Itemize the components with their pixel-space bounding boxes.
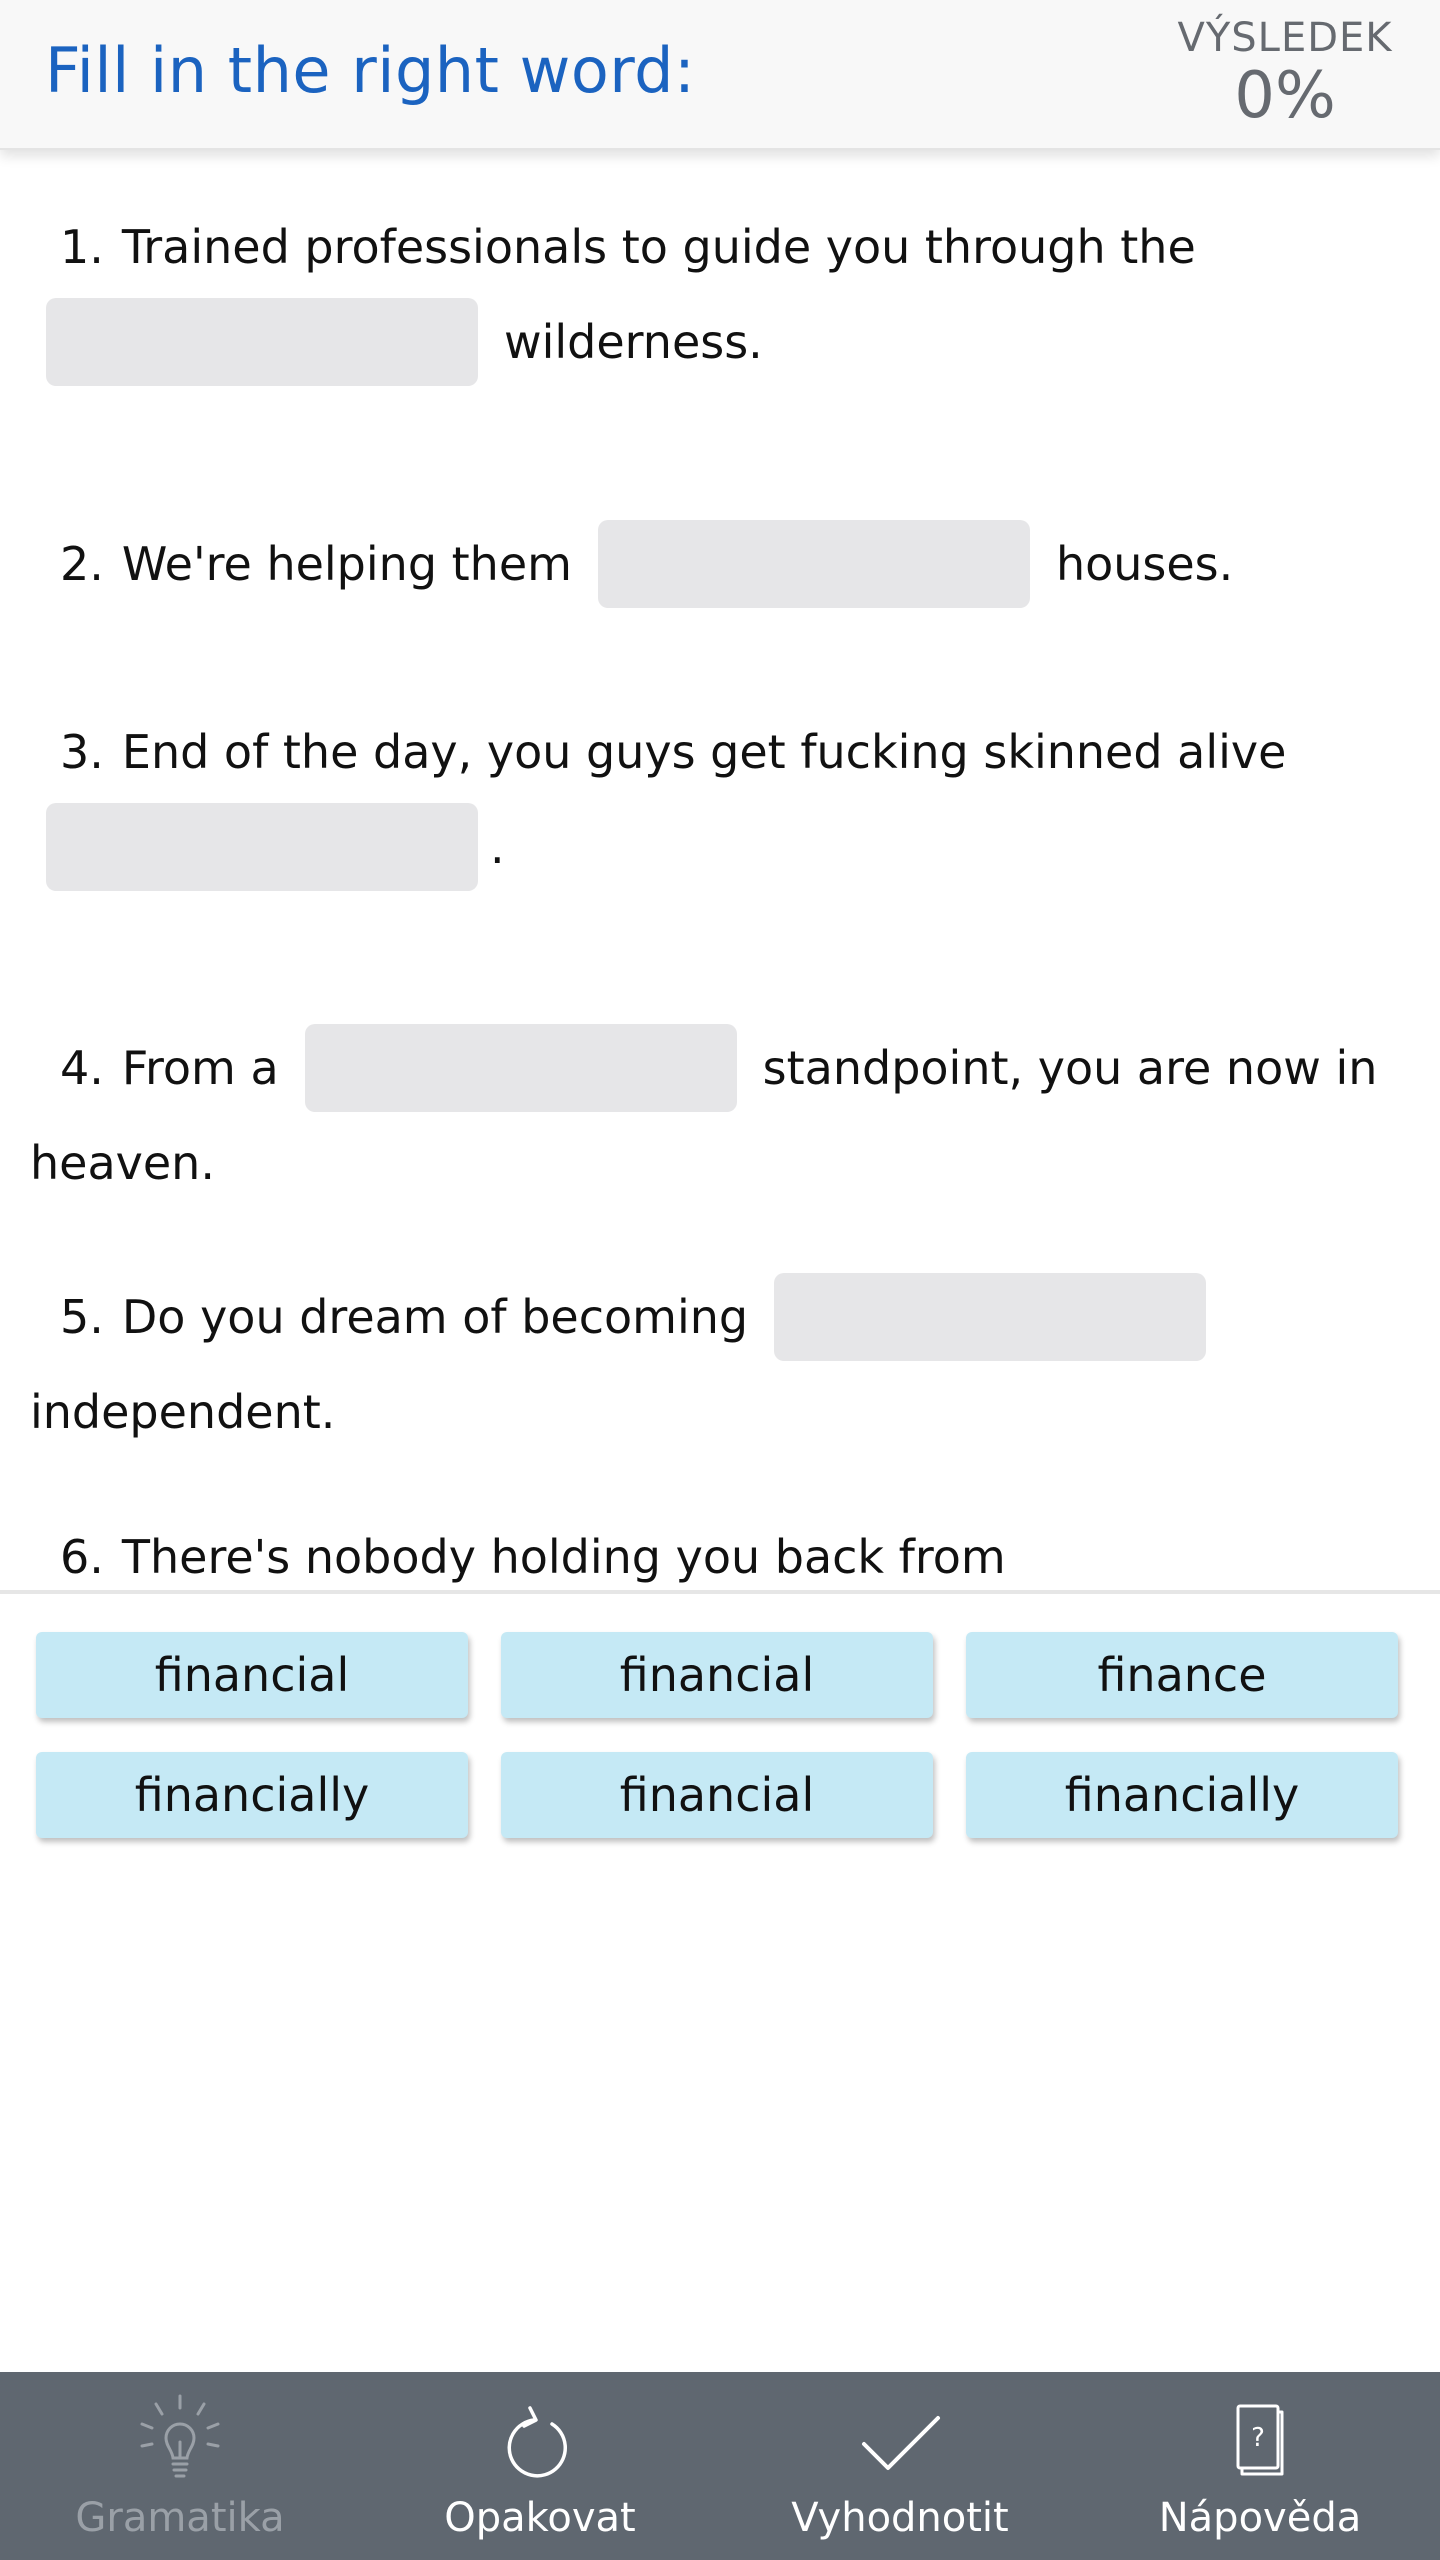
- lightbulb-icon: [130, 2392, 230, 2492]
- sentence-text-before: There's nobody holding you back from: [121, 1530, 1006, 1584]
- evaluate-button[interactable]: [720, 2372, 1080, 2560]
- sentence-text-after: wilderness.: [504, 315, 763, 369]
- sentence-text-after: .: [490, 820, 505, 874]
- sentence-number: 2.: [60, 537, 104, 591]
- sentence-text-after: independent.: [30, 1385, 336, 1439]
- sentence-4: [30, 1021, 1410, 1211]
- sentence-text-before: Do you dream of becoming: [121, 1290, 749, 1344]
- help-book-icon: [1210, 2392, 1310, 2492]
- sentence-number: 4.: [60, 1041, 104, 1095]
- sentence-text-before: From a: [121, 1041, 279, 1095]
- score-label: VÝSLEDEK: [1177, 15, 1393, 61]
- word-tile[interactable]: financially: [966, 1752, 1398, 1838]
- sentence-number: 1.: [60, 220, 104, 274]
- refresh-icon: [490, 2392, 590, 2492]
- repeat-button[interactable]: [360, 2372, 720, 2560]
- sentence-text-before: We're helping them: [121, 537, 572, 591]
- help-button[interactable]: [1080, 2372, 1440, 2560]
- sentence-text-before: Trained professionals to guide you through the: [121, 220, 1196, 274]
- word-tile[interactable]: finance: [966, 1632, 1398, 1718]
- checkmark-icon: [850, 2392, 950, 2492]
- sentence-text-after: houses.: [1055, 537, 1234, 591]
- word-tile[interactable]: financially: [36, 1752, 468, 1838]
- page-title: Fill in the right word:: [45, 34, 696, 107]
- bottom-toolbar: [0, 2372, 1440, 2560]
- word-tile[interactable]: financial: [36, 1632, 468, 1718]
- help-label: Nápověda: [1158, 2495, 1362, 2541]
- word-tile[interactable]: financial: [501, 1632, 933, 1718]
- answer-gap-4[interactable]: [305, 1024, 737, 1112]
- sentence-1: [30, 200, 1410, 390]
- answer-gap-3[interactable]: [46, 803, 478, 891]
- sentence-3: [30, 705, 1410, 895]
- score-panel: [1175, 14, 1395, 133]
- sentence-5: [30, 1270, 1410, 1460]
- sentence-2: [30, 517, 1410, 612]
- header: [0, 0, 1440, 150]
- sentence-number: 3.: [60, 725, 104, 779]
- sentence-6: [30, 1510, 1410, 1592]
- answer-gap-2[interactable]: [598, 520, 1030, 608]
- score-value: 0%: [1234, 59, 1336, 133]
- answer-gap-5[interactable]: [774, 1273, 1206, 1361]
- sentence-number: 5.: [60, 1290, 104, 1344]
- grammar-button[interactable]: [0, 2372, 360, 2560]
- sentence-text-after: standpoint, you are now in heaven.: [30, 1041, 1378, 1190]
- repeat-label: Opakovat: [444, 2495, 636, 2541]
- sentence-number: 6.: [60, 1530, 104, 1584]
- word-tile[interactable]: financial: [501, 1752, 933, 1838]
- evaluate-label: Vyhodnotit: [791, 2495, 1009, 2541]
- grammar-label: Gramatika: [75, 2495, 285, 2541]
- exercise-list: [0, 150, 1440, 1592]
- svg-text:?: ?: [1251, 2423, 1265, 2453]
- divider: [0, 1590, 1440, 1594]
- sentence-text-before: End of the day, you guys get fucking skinned alive: [121, 725, 1287, 779]
- answer-gap-1[interactable]: [46, 298, 478, 386]
